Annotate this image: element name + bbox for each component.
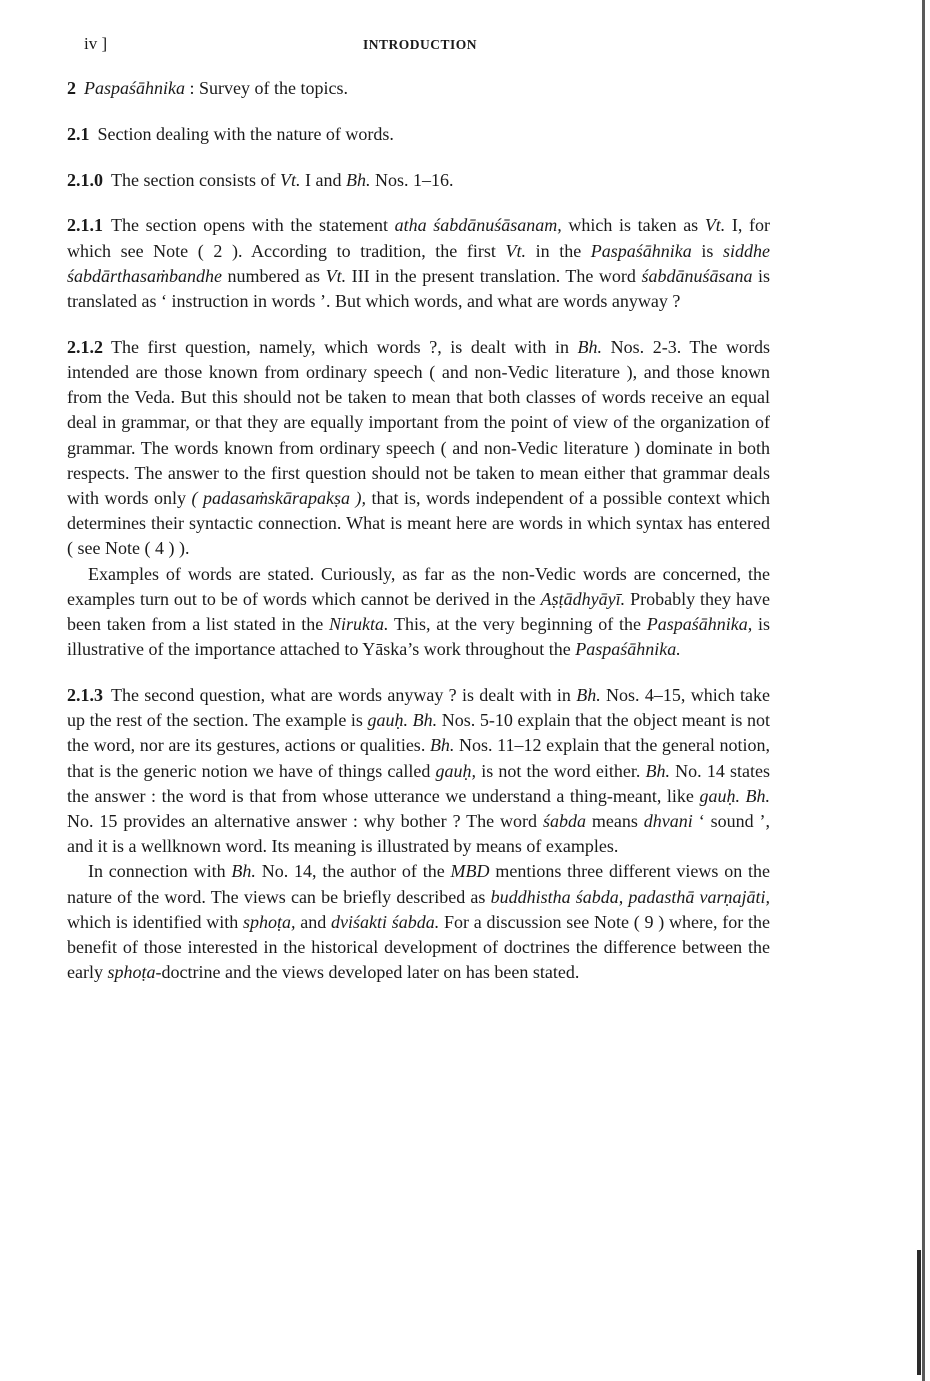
italic-term: dhvani xyxy=(643,811,693,832)
italic-term: Vt. xyxy=(325,265,347,286)
italic-term: gauḥ. xyxy=(699,785,740,806)
text-run: The section consists of xyxy=(111,169,280,190)
text-run: In connection with xyxy=(88,861,232,882)
text-run: which is identified with xyxy=(67,911,243,932)
scan-edge xyxy=(922,0,925,1381)
text-run: is translated as ‘ instruction in words ’. But which words, and what are words anyway ? xyxy=(67,265,771,311)
italic-term: Vt. xyxy=(704,215,726,236)
scan-edge-mark xyxy=(917,1250,921,1375)
italic-term: buddhistha śabda, padasthā varṇajāti, xyxy=(490,886,770,907)
italic-term: śabdānuśāsana xyxy=(641,265,753,286)
text-run: For a discussion see Note ( 9 ) where, for the benefit of those interested in the historical development of doctrines the difference between the early xyxy=(67,911,770,983)
text-run: numbered as xyxy=(222,265,326,286)
text-run: No. 15 provides an alternative answer : why bother ? The word xyxy=(67,811,543,832)
continuation-paragraph xyxy=(67,562,770,663)
running-title: INTRODUCTION xyxy=(362,37,477,52)
text-run: The section opens with the statement xyxy=(111,215,395,236)
text-run: in the xyxy=(526,240,591,261)
section-paragraph xyxy=(67,683,770,859)
italic-term: śabda xyxy=(542,811,586,832)
text-run: This, at the very beginning of the xyxy=(388,614,647,635)
text-run: Nos. 2-3. The words intended are those known from ordinary speech ( and non-Vedic literature ), and those known from the Veda. But this should not be taken to mean that both classes of words receive an equal deal in grammar, or that they are equally important from the point of view of the organization of grammar. The words known from ordinary speech ( and non-Vedic literature ) dominate in both respects. The answer to the first question should not be taken to mean either that grammar deals with words only xyxy=(67,336,770,509)
text-run: means xyxy=(585,811,644,832)
text-run: that is, words independent of a possible context which determines their syntactic connection. What is meant here are words in which syntax has entered ( see Note ( 4 ) ). xyxy=(67,488,771,559)
body-text xyxy=(67,76,770,985)
italic-term: sphoṭa xyxy=(107,962,156,983)
text-run: Examples of words are stated. Curiously, as far as the non-Vedic words are concerned, the examples turn out to be of words which cannot be derived in the xyxy=(67,563,770,609)
italic-term: MBD xyxy=(450,861,490,882)
italic-term: gauḥ, xyxy=(435,760,477,781)
text-run: and xyxy=(295,911,332,932)
section-number: 2.1.3 xyxy=(67,685,103,706)
italic-term: Bh. xyxy=(745,785,770,806)
page-number: iv ] xyxy=(84,34,108,53)
section-number: 2.1.2 xyxy=(67,336,103,357)
section-paragraph xyxy=(67,168,770,193)
text-run: Nos. 4–15, which take up the rest of the section. The example is xyxy=(67,685,770,731)
italic-term: Bh. xyxy=(412,710,438,731)
page-header xyxy=(0,34,930,60)
text-run: The first question, namely, which words ?, is dealt with in xyxy=(111,336,578,357)
italic-term: ( padasaṁskārapakṣa ), xyxy=(191,488,367,509)
italic-term: Paspaśāhnika xyxy=(84,78,185,98)
text-run: No. 14 states the answer : the word is that from whose utterance we understand a thing-meant, like xyxy=(67,760,770,806)
italic-term: Bh. xyxy=(429,735,455,756)
italic-term: Bh. xyxy=(577,336,603,357)
section-number: 2.1.1 xyxy=(67,215,103,236)
text-run: mentions three different views on the nature of the word. The views can be briefly described as xyxy=(67,861,771,907)
italic-term: Bh. xyxy=(576,685,601,706)
text-run: is not the word either. xyxy=(476,760,646,781)
italic-term: Paspaśāhnika xyxy=(590,240,692,261)
section-paragraph xyxy=(67,76,770,101)
italic-term: Bh. xyxy=(345,169,371,190)
italic-term: sphoṭa, xyxy=(243,911,296,932)
italic-term: Bh. xyxy=(231,861,256,882)
italic-term: Paspaśāhnika, xyxy=(646,614,753,635)
text-run: Section dealing with the nature of words. xyxy=(97,123,394,144)
section-paragraph xyxy=(67,335,770,562)
italic-term: Vt. xyxy=(505,240,526,261)
section-paragraph xyxy=(67,213,770,314)
text-run: I, for which see Note ( 2 ). According to tradition, the first xyxy=(67,215,771,261)
section-number: 2.1.0 xyxy=(67,169,103,190)
italic-term: dviśakti śabda. xyxy=(331,911,440,932)
text-run: The second question, what are words anyway ? is dealt with in xyxy=(111,685,577,706)
text-run: which is taken as xyxy=(561,215,705,236)
italic-term: gauḥ. xyxy=(367,710,409,731)
continuation-paragraph xyxy=(67,859,770,985)
text-run: No. 14, the author of the xyxy=(255,861,451,882)
italic-term: atha śabdānuśāsanam, xyxy=(394,215,562,236)
italic-term: Vt. xyxy=(279,169,301,190)
text-run: : Survey of the topics. xyxy=(185,78,348,98)
italic-term: Nirukta. xyxy=(329,614,389,635)
text-run: is illustrative of the importance attached to Yāska’s work throughout the xyxy=(67,614,771,660)
text-run: Nos. 5-10 explain that the object meant is not the word, nor are its gestures, actions or qualities. xyxy=(67,710,771,756)
text-run: is xyxy=(691,240,723,261)
italic-term: Paspaśāhnika. xyxy=(575,639,681,660)
text-run: Nos. 11–12 explain that the general notion, that is the generic notion we have of things called xyxy=(67,735,770,781)
text-run: -doctrine and the views developed later on has been stated. xyxy=(155,962,580,983)
section-number: 2.1 xyxy=(67,123,90,144)
text-run: III in the present translation. The word xyxy=(346,265,642,286)
section-number: 2 xyxy=(67,78,76,98)
section-paragraph xyxy=(67,122,770,147)
italic-term: Bh. xyxy=(645,760,671,781)
italic-term: Aṣṭādhyāyī. xyxy=(540,588,626,609)
text-run: ‘ sound ’, and it is a wellknown word. Its meaning is illustrated by means of examples. xyxy=(67,811,771,857)
text-run: I and xyxy=(300,169,346,190)
text-run: Probably they have been taken from a list stated in the xyxy=(67,588,770,635)
text-run: Nos. 1–16. xyxy=(370,169,454,190)
italic-term: siddhe śabdārthasaṁbandhe xyxy=(67,240,770,286)
